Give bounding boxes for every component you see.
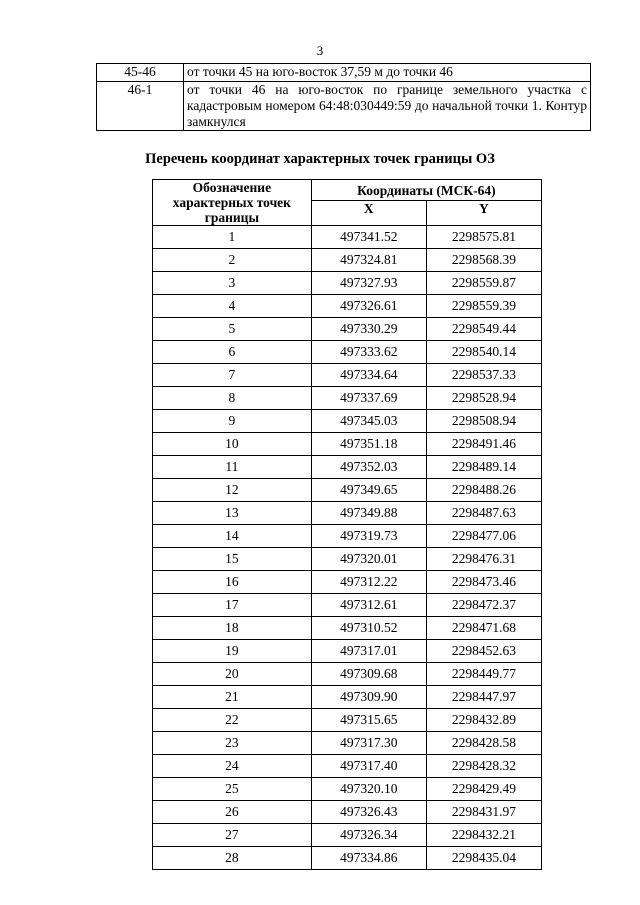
point-number-cell: 16 — [153, 571, 312, 594]
table-row — [153, 640, 542, 663]
x-coordinate-cell: 497351.18 — [311, 433, 426, 456]
y-coordinate-cell: 2298428.58 — [426, 732, 541, 755]
y-coordinate-cell: 2298477.06 — [426, 525, 541, 548]
x-coordinate-cell: 497320.10 — [311, 778, 426, 801]
x-coordinate-cell: 497334.86 — [311, 847, 426, 870]
x-coordinate-cell: 497326.61 — [311, 295, 426, 318]
coordinates-group-header: Координаты (МСК-64) — [311, 180, 541, 201]
x-coordinate-cell: 497309.90 — [311, 686, 426, 709]
table-row — [153, 226, 542, 249]
y-coordinate-cell: 2298487.63 — [426, 502, 541, 525]
segment-row — [97, 64, 591, 82]
y-coordinate-cell: 2298537.33 — [426, 364, 541, 387]
point-number-cell: 2 — [153, 249, 312, 272]
x-coordinate-cell: 497333.62 — [311, 341, 426, 364]
y-coordinate-cell: 2298447.97 — [426, 686, 541, 709]
x-coordinate-cell: 497319.73 — [311, 525, 426, 548]
y-coordinate-cell: 2298508.94 — [426, 410, 541, 433]
y-coordinate-cell: 2298431.97 — [426, 801, 541, 824]
point-number-cell: 8 — [153, 387, 312, 410]
y-coordinate-cell: 2298452.63 — [426, 640, 541, 663]
y-coordinate-cell: 2298488.26 — [426, 479, 541, 502]
table-row — [153, 341, 542, 364]
y-coordinate-cell: 2298559.39 — [426, 295, 541, 318]
point-number-cell: 17 — [153, 594, 312, 617]
y-coordinate-cell: 2298540.14 — [426, 341, 541, 364]
y-coordinate-cell: 2298432.21 — [426, 824, 541, 847]
y-coordinate-cell: 2298528.94 — [426, 387, 541, 410]
point-number-cell: 13 — [153, 502, 312, 525]
table-row — [153, 732, 542, 755]
table-row — [153, 456, 542, 479]
point-designation-header: Обозначение характерных точек границы — [153, 180, 312, 226]
x-coordinate-cell: 497349.88 — [311, 502, 426, 525]
coordinates-table-title: Перечень координат характерных точек границы ОЗ — [145, 151, 495, 167]
y-coordinate-cell: 2298473.46 — [426, 571, 541, 594]
y-coordinate-cell: 2298568.39 — [426, 249, 541, 272]
table-row — [153, 318, 542, 341]
x-coordinate-cell: 497352.03 — [311, 456, 426, 479]
segment-id: 45-46 — [97, 64, 184, 82]
point-number-cell: 4 — [153, 295, 312, 318]
coordinates-table — [152, 179, 542, 870]
table-row — [153, 548, 542, 571]
table-row — [153, 433, 542, 456]
x-coordinate-cell: 497315.65 — [311, 709, 426, 732]
y-coordinate-cell: 2298559.87 — [426, 272, 541, 295]
x-coordinate-cell: 497349.65 — [311, 479, 426, 502]
table-row — [153, 686, 542, 709]
segment-description: от точки 46 на юго-восток по границе земельного участка с кадастровым номером 64:48:030449:59 до начальной точки 1. Контур замкнулся — [184, 82, 591, 131]
y-coordinate-cell: 2298429.49 — [426, 778, 541, 801]
coordinates-header-row — [153, 180, 542, 201]
point-number-cell: 20 — [153, 663, 312, 686]
table-row — [153, 525, 542, 548]
y-coordinate-cell: 2298575.81 — [426, 226, 541, 249]
x-coordinate-cell: 497310.52 — [311, 617, 426, 640]
table-row — [153, 364, 542, 387]
x-coordinate-cell: 497337.69 — [311, 387, 426, 410]
point-number-cell: 11 — [153, 456, 312, 479]
table-row — [153, 663, 542, 686]
table-row — [153, 847, 542, 870]
x-coordinate-cell: 497324.81 — [311, 249, 426, 272]
point-number-cell: 21 — [153, 686, 312, 709]
point-number-cell: 24 — [153, 755, 312, 778]
point-number-cell: 19 — [153, 640, 312, 663]
x-coordinate-cell: 497320.01 — [311, 548, 426, 571]
table-row — [153, 709, 542, 732]
table-row — [153, 755, 542, 778]
y-coordinate-cell: 2298472.37 — [426, 594, 541, 617]
segment-id: 46-1 — [97, 82, 184, 131]
point-number-cell: 23 — [153, 732, 312, 755]
x-coordinate-cell: 497312.61 — [311, 594, 426, 617]
table-row — [153, 387, 542, 410]
x-column-header: X — [311, 201, 426, 226]
table-row — [153, 571, 542, 594]
x-coordinate-cell: 497326.34 — [311, 824, 426, 847]
point-number-cell: 1 — [153, 226, 312, 249]
point-number-cell: 5 — [153, 318, 312, 341]
point-number-cell: 27 — [153, 824, 312, 847]
y-coordinate-cell: 2298476.31 — [426, 548, 541, 571]
x-coordinate-cell: 497345.03 — [311, 410, 426, 433]
point-number-cell: 3 — [153, 272, 312, 295]
table-row — [153, 778, 542, 801]
point-number-cell: 18 — [153, 617, 312, 640]
point-number-cell: 7 — [153, 364, 312, 387]
y-coordinate-cell: 2298428.32 — [426, 755, 541, 778]
x-coordinate-cell: 497330.29 — [311, 318, 426, 341]
table-row — [153, 801, 542, 824]
segment-row — [97, 82, 591, 131]
table-row — [153, 249, 542, 272]
table-row — [153, 617, 542, 640]
table-row — [153, 410, 542, 433]
segment-description: от точки 45 на юго-восток 37,59 м до точки 46 — [184, 64, 591, 82]
table-row — [153, 594, 542, 617]
x-coordinate-cell: 497317.01 — [311, 640, 426, 663]
page-number: 3 — [316, 43, 324, 58]
x-coordinate-cell: 497317.40 — [311, 755, 426, 778]
point-number-cell: 6 — [153, 341, 312, 364]
x-coordinate-cell: 497312.22 — [311, 571, 426, 594]
point-number-cell: 28 — [153, 847, 312, 870]
coordinates-table-body — [153, 226, 542, 870]
x-coordinate-cell: 497317.30 — [311, 732, 426, 755]
point-number-cell: 10 — [153, 433, 312, 456]
y-coordinate-cell: 2298489.14 — [426, 456, 541, 479]
x-coordinate-cell: 497309.68 — [311, 663, 426, 686]
point-number-cell: 22 — [153, 709, 312, 732]
table-row — [153, 272, 542, 295]
point-number-cell: 9 — [153, 410, 312, 433]
x-coordinate-cell: 497334.64 — [311, 364, 426, 387]
point-number-cell: 12 — [153, 479, 312, 502]
x-coordinate-cell: 497327.93 — [311, 272, 426, 295]
y-coordinate-cell: 2298449.77 — [426, 663, 541, 686]
table-row — [153, 824, 542, 847]
table-row — [153, 479, 542, 502]
y-coordinate-cell: 2298471.68 — [426, 617, 541, 640]
point-number-cell: 26 — [153, 801, 312, 824]
boundary-segments-table — [96, 63, 591, 131]
point-number-cell: 15 — [153, 548, 312, 571]
y-coordinate-cell: 2298491.46 — [426, 433, 541, 456]
x-coordinate-cell: 497326.43 — [311, 801, 426, 824]
y-column-header: Y — [426, 201, 541, 226]
y-coordinate-cell: 2298549.44 — [426, 318, 541, 341]
point-number-cell: 25 — [153, 778, 312, 801]
table-row — [153, 502, 542, 525]
x-coordinate-cell: 497341.52 — [311, 226, 426, 249]
y-coordinate-cell: 2298432.89 — [426, 709, 541, 732]
y-coordinate-cell: 2298435.04 — [426, 847, 541, 870]
table-row — [153, 295, 542, 318]
point-number-cell: 14 — [153, 525, 312, 548]
